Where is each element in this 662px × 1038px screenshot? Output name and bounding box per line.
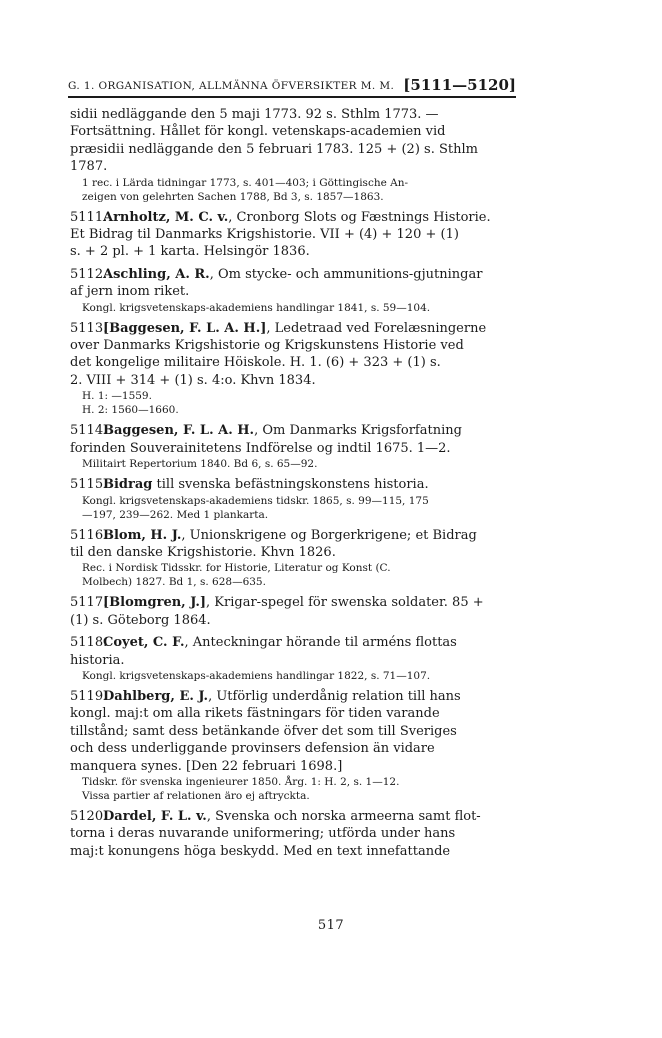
entry-note: zeigen von gelehrten Sachen 1788, Bd 3, s. 1857—1863. [82, 190, 384, 203]
entry-number: 5118. [70, 635, 108, 651]
entry-line: 1787. [70, 159, 108, 175]
continued-entry [70, 106, 510, 204]
entry-line: til den danske Krigshistorie. Khvn 1826. [70, 544, 336, 560]
header-rule [68, 96, 516, 98]
entry-note: Rec. i Nordisk Tidsskr. for Historie, Literatur og Konst (C. [82, 562, 391, 575]
header-section-title: G. 1. ORGANISATION, ALLMÄNNA ÖFVERSIKTER M. M. [68, 80, 395, 92]
bibliography-list [70, 106, 510, 860]
page-number: 517 [317, 918, 345, 933]
entry-first-line [70, 634, 510, 651]
entry-number: 5120. [70, 808, 108, 824]
entry-number: 5112. [70, 266, 108, 282]
entry-title-text: , Cronborg Slots og Fæstnings Historie. [228, 209, 491, 225]
entry-line: historia. [70, 652, 125, 668]
running-header [68, 74, 516, 94]
entry-line: maj:t konungens höga beskydd. Med en text innefattande [70, 843, 451, 859]
entry-line: (1) s. Göteborg 1864. [70, 612, 211, 628]
entry-note: Molbech) 1827. Bd 1, s. 628—635. [82, 576, 266, 589]
entry-author: [Blomgren, J.] [103, 595, 207, 611]
bibliography-entry [70, 476, 510, 521]
entry-note: Vissa partier af relationen äro ej aftryckta. [82, 789, 310, 802]
bibliography-entry [70, 209, 510, 261]
entry-author: Dardel, F. L. v. [103, 808, 207, 824]
bibliography-entry [70, 688, 510, 803]
entry-author: Arnholtz, M. C. v. [103, 209, 229, 225]
bibliography-entry [70, 527, 510, 590]
bibliography-entry [70, 266, 510, 315]
entry-note: 1 rec. i Lärda tidningar 1773, s. 401—403; i Göttingische An- [82, 176, 409, 189]
entry-title-text: , Ledetraad ved Forelæsningerne [266, 320, 487, 336]
entry-author: Coyet, C. F. [103, 635, 185, 651]
entry-author: Blom, H. J. [103, 527, 182, 543]
entry-first-line [70, 422, 510, 439]
bibliography-entry [70, 634, 510, 683]
entry-note: Kongl. krigsvetenskaps-akademiens handlingar 1841, s. 59—104. [82, 301, 431, 314]
entry-note: —197, 239—262. Med 1 plankarta. [82, 508, 269, 521]
entry-line: manquera synes. [Den 22 februari 1698.] [70, 758, 343, 774]
header-entry-range: [5111—5120] [403, 76, 516, 94]
entry-author: Bidrag [103, 477, 153, 493]
entry-title-text: , Utförlig underdånig relation till hans [208, 688, 461, 704]
entry-first-line [70, 209, 510, 226]
entry-title-text: , Om Danmarks Krigsforfatning [254, 423, 462, 439]
entry-title-text: till svenska befästningskonstens historia. [152, 477, 429, 493]
entry-line: Fortsättning. Hållet för kongl. vetenskaps-academien vid [70, 124, 446, 140]
entry-number: 5115. [70, 477, 108, 493]
entry-title-text: , Svenska och norska armeerna samt flot- [206, 808, 481, 824]
bibliography-entry [70, 808, 510, 860]
entry-line: s. + 2 pl. + 1 karta. Helsingör 1836. [70, 244, 310, 260]
entry-number: 5117. [70, 595, 108, 611]
bibliography-entry [70, 594, 510, 629]
entry-note: Militairt Repertorium 1840. Bd 6, s. 65—92. [82, 458, 318, 471]
entry-note: Kongl. krigsvetenskaps-akademiens handlingar 1822, s. 71—107. [82, 669, 431, 682]
entry-title-text: , Unionskrigene og Borgerkrigene; et Bidrag [181, 527, 477, 543]
entry-note: Kongl. krigsvetenskaps-akademiens tidskr. 1865, s. 99—115, 175 [82, 494, 429, 507]
entry-line: tillstånd; samt dess betänkande öfver det som till Sveriges [70, 723, 457, 739]
entry-note: Tidskr. för svenska ingenieurer 1850. Årg. 1: H. 2, s. 1—12. [82, 775, 400, 788]
entry-line: Et Bidrag til Danmarks Krigshistorie. VII + (4) + 120 + (1) [70, 227, 459, 243]
entry-title-text: , Om stycke- och ammunitions-gjutningar [209, 266, 483, 282]
entry-number: 5119. [70, 688, 108, 704]
bibliography-entry [70, 320, 510, 418]
entry-author: [Baggesen, F. L. A. H.] [103, 320, 267, 336]
entry-line: af jern inom riket. [70, 284, 190, 300]
entry-number: 5111. [70, 209, 108, 225]
entry-note: H. 2: 1560—1660. [82, 404, 179, 417]
entry-title-text: , Anteckningar hörande til arméns flottas [184, 635, 457, 651]
entry-line: och dess underliggande provinsers defension än vidare [70, 741, 435, 757]
entry-number: 5116. [70, 527, 108, 543]
entry-line: torna i deras nuvarande uniformering; utförda under hans [70, 826, 456, 842]
bibliography-entry [70, 422, 510, 471]
entry-first-line [70, 266, 510, 283]
entry-line: præsidii nedläggande den 5 februari 1783. 125 + (2) s. Sthlm [70, 141, 478, 157]
entry-line: det kongelige militaire Höiskole. H. 1. (6) + 323 + (1) s. [70, 355, 441, 371]
entry-first-line [70, 808, 510, 825]
entry-first-line [70, 688, 510, 705]
entry-title-text: , Krigar-spegel för swenska soldater. 85 + [206, 595, 484, 611]
entry-first-line [70, 594, 510, 611]
entry-line: sidii nedläggande den 5 maji 1773. 92 s. Sthlm 1773. — [70, 107, 439, 122]
entry-first-line [70, 527, 510, 544]
entry-author: Aschling, A. R. [103, 266, 210, 282]
entry-author: Baggesen, F. L. A. H. [103, 423, 255, 439]
entry-line: 2. VIII + 314 + (1) s. 4:o. Khvn 1834. [70, 372, 316, 388]
entry-note: H. 1: —1559. [82, 390, 152, 403]
entry-line: kongl. maj:t om alla rikets fästningars för tiden varande [70, 706, 440, 722]
entry-first-line [70, 476, 510, 493]
entry-first-line [70, 320, 510, 337]
entry-line: forinden Souverainitetens Indförelse og indtil 1675. 1—2. [70, 440, 451, 456]
entry-author: Dahlberg, E. J. [103, 688, 209, 704]
entry-number: 5113. [70, 320, 108, 336]
entry-number: 5114. [70, 423, 108, 439]
entry-line: over Danmarks Krigshistorie og Krigskunstens Historie ved [70, 338, 464, 354]
